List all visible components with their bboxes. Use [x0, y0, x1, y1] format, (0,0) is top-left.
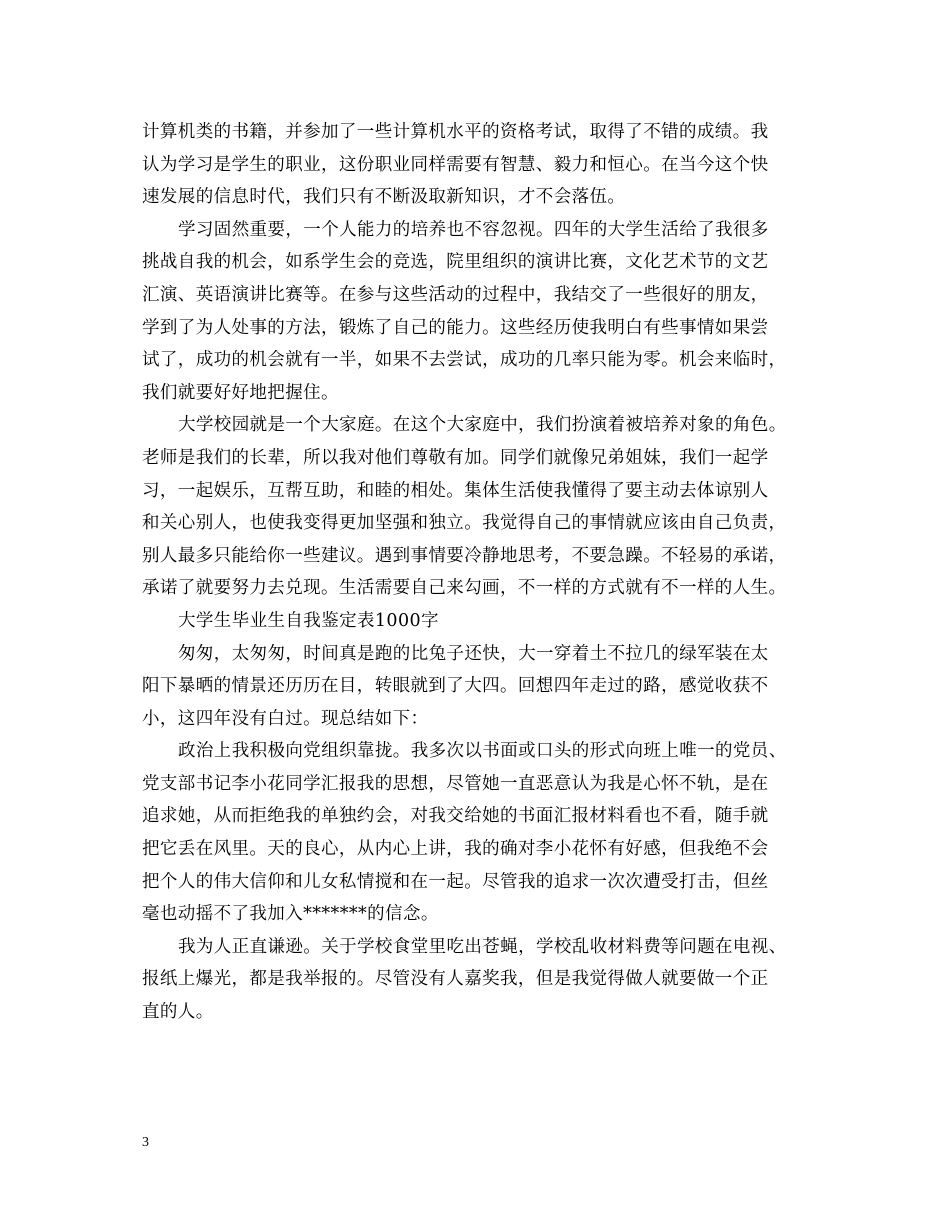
text-line: 速发展的信息时代，我们只有不断汲取新知识，才不会落伍。 — [142, 187, 626, 208]
paragraph-start-line: 学习固然重要，一个人能力的培养也不容忽视。四年的大学生活给了我很多 — [178, 219, 769, 240]
text-line: 习，一起娱乐，互帮互助，和睦的相处。集体生活使我懂得了要主动去体谅别人 — [142, 480, 769, 501]
text-line: 党支部书记李小花同学汇报我的思想，尽管她一直恶意认为我是心怀不轨，是在 — [142, 773, 769, 794]
text-line: 和关心别人，也使我变得更加坚强和独立。我觉得自己的事情就应该由自己负责， — [142, 513, 787, 534]
section-heading: 大学生毕业生自我鉴定表1000字 — [178, 610, 439, 631]
text-line: 学到了为人处事的方法，锻炼了自己的能力。这些经历使我明白有些事情如果尝 — [142, 317, 769, 338]
text-line: 直的人。 — [142, 1002, 214, 1023]
text-line: 汇演、英语演讲比赛等。在参与这些活动的过程中，我结交了一些很好的朋友， — [142, 284, 769, 305]
text-line: 认为学习是学生的职业，这份职业同样需要有智慧、毅力和恒心。在当今这个快 — [142, 154, 769, 175]
text-line: 把它丢在风里。天的良心，从内心上讲，我的确对李小花怀有好感，但我绝不会 — [142, 839, 769, 860]
text-line: 我们就要好好地把握住。 — [142, 382, 339, 403]
text-line: 报纸上爆光，都是我举报的。尽管没有人嘉奖我，但是我觉得做人就要做一个正 — [142, 969, 769, 990]
page-number: 3 — [142, 1135, 149, 1150]
text-line: 别人最多只能给你一些建议。遇到事情要冷静地思考，不要急躁。不轻易的承诺， — [142, 545, 787, 566]
document-body — [142, 116, 822, 1029]
text-line: 挑战自我的机会，如系学生会的竞选，院里组织的演讲比赛，文化艺术节的文艺 — [142, 252, 769, 273]
text-line: 毫也动摇不了我加入*******的信念。 — [142, 904, 439, 925]
text-line: 计算机类的书籍，并参加了一些计算机水平的资格考试，取得了不错的成绩。我 — [142, 122, 769, 142]
paragraph-start-line: 匆匆，太匆匆，时间真是跑的比兔子还快，大一穿着土不拉几的绿军装在太 — [178, 643, 769, 664]
text-line: 承诺了就要努力去兑现。生活需要自己来勾画，不一样的方式就有不一样的人生。 — [142, 578, 787, 599]
text-line: 把个人的伟大信仰和儿女私情搅和在一起。尽管我的追求一次次遭受打击，但丝 — [142, 871, 769, 892]
paragraph-start-line: 大学校园就是一个大家庭。在这个大家庭中，我们扮演着被培养对象的角色。 — [178, 415, 787, 436]
paragraph-start-line: 我为人正直谦逊。关于学校食堂里吃出苍蝇，学校乱收材料费等问题在电视、 — [178, 936, 787, 957]
paragraph-start-line: 政治上我积极向党组织靠拢。我多次以书面或口头的形式向班上唯一的党员、 — [178, 741, 787, 762]
text-line: 追求她，从而拒绝我的单独约会，对我交给她的书面汇报材料看也不看，随手就 — [142, 806, 769, 827]
text-line: 老师是我们的长辈，所以我对他们尊敬有加。同学们就像兄弟姐妹，我们一起学 — [142, 447, 769, 468]
text-line: 小，这四年没有白过。现总结如下： — [142, 708, 429, 729]
text-line: 试了，成功的机会就有一半，如果不去尝试，成功的几率只能为零。机会来临时， — [142, 350, 787, 371]
text-line: 阳下暴晒的情景还历历在目，转眼就到了大四。回想四年走过的路，感觉收获不 — [142, 676, 769, 697]
